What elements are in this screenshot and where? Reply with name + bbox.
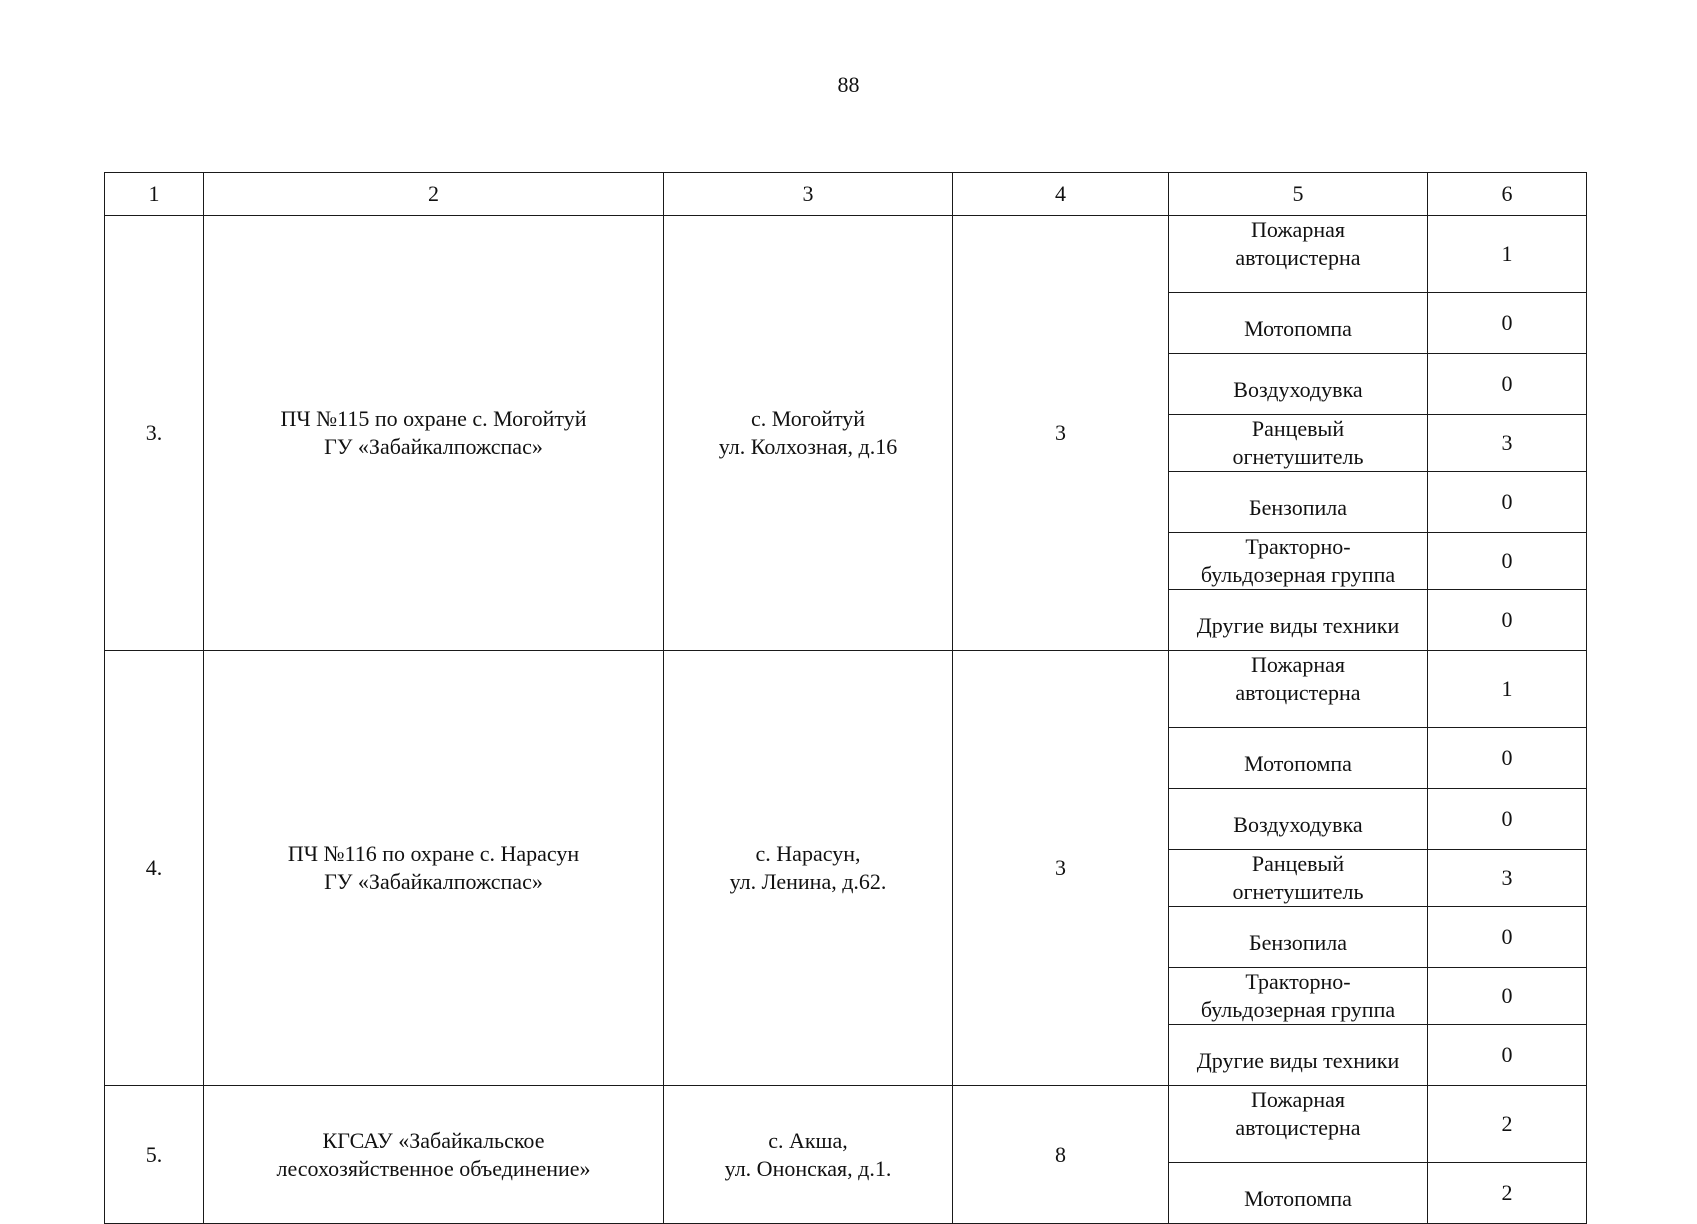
text-line: Ранцевый (1251, 851, 1345, 876)
equipment-quantity: 0 (1428, 907, 1587, 968)
equipment-table (104, 172, 1587, 1224)
table-row (105, 651, 1587, 728)
header-cell: 6 (1428, 173, 1587, 216)
equipment-name: Мотопомпа (1169, 728, 1428, 789)
equipment-name (1169, 968, 1428, 1025)
table-row (105, 1086, 1587, 1163)
equipment-name (1169, 1086, 1428, 1163)
equipment-quantity: 1 (1428, 651, 1587, 728)
equipment-name: Воздуходувка (1169, 354, 1428, 415)
text-line: ул. Ононская, д.1. (724, 1155, 892, 1181)
equipment-name: Другие виды техники (1169, 1025, 1428, 1086)
row-number: 3. (105, 216, 204, 651)
equipment-quantity: 0 (1428, 533, 1587, 590)
equipment-name: Мотопомпа (1169, 1163, 1428, 1224)
equipment-name: Бензопила (1169, 472, 1428, 533)
row-number: 5. (105, 1086, 204, 1224)
equipment-quantity: 0 (1428, 1025, 1587, 1086)
equipment-name: Другие виды техники (1169, 590, 1428, 651)
header-cell: 3 (664, 173, 953, 216)
staff-count: 3 (953, 216, 1169, 651)
staff-count: 3 (953, 651, 1169, 1086)
header-row (105, 173, 1587, 216)
equipment-name (1169, 651, 1428, 728)
text-line: Пожарная (1251, 652, 1345, 677)
text-line: огнетушитель (1232, 444, 1364, 469)
text-line: автоцистерна (1235, 1115, 1361, 1140)
text-line: с. Акша, (768, 1127, 848, 1153)
staff-count: 8 (953, 1086, 1169, 1224)
equipment-quantity: 0 (1428, 968, 1587, 1025)
equipment-quantity: 2 (1428, 1086, 1587, 1163)
equipment-name (1169, 850, 1428, 907)
text-line: бульдозерная группа (1200, 997, 1396, 1022)
header-cell: 2 (204, 173, 664, 216)
text-line: Тракторно- (1245, 969, 1351, 994)
equipment-name (1169, 533, 1428, 590)
text-line: ул. Колхозная, д.16 (718, 434, 898, 459)
header-cell: 4 (953, 173, 1169, 216)
header-cell: 1 (105, 173, 204, 216)
address (664, 1086, 953, 1224)
equipment-quantity: 0 (1428, 728, 1587, 789)
text-line: ПЧ №116 по охране с. Нарасун (287, 841, 580, 866)
equipment-name: Воздуходувка (1169, 789, 1428, 850)
text-line: Пожарная (1251, 1087, 1345, 1112)
text-line: бульдозерная группа (1200, 562, 1396, 587)
text-line: Пожарная (1251, 217, 1345, 242)
text-line: Ранцевый (1251, 416, 1345, 441)
text-line: Тракторно- (1245, 534, 1351, 559)
address (664, 216, 953, 651)
equipment-name: Мотопомпа (1169, 293, 1428, 354)
header-cell: 5 (1169, 173, 1428, 216)
equipment-quantity: 0 (1428, 472, 1587, 533)
address (664, 651, 953, 1086)
table-row (105, 216, 1587, 293)
equipment-quantity: 0 (1428, 590, 1587, 651)
equipment-quantity: 2 (1428, 1163, 1587, 1224)
text-line: ПЧ №115 по охране с. Могойтуй (280, 406, 587, 431)
equipment-quantity: 0 (1428, 354, 1587, 415)
row-number: 4. (105, 651, 204, 1086)
text-line: автоцистерна (1235, 680, 1361, 705)
text-line: огнетушитель (1232, 879, 1364, 904)
equipment-quantity: 0 (1428, 789, 1587, 850)
equipment-quantity: 3 (1428, 850, 1587, 907)
page-number: 88 (837, 72, 860, 97)
equipment-quantity: 0 (1428, 293, 1587, 354)
text-line: с. Могойтуй (750, 406, 866, 431)
organization-name (204, 216, 664, 651)
text-line: с. Нарасун, (755, 841, 861, 866)
text-line: автоцистерна (1235, 245, 1361, 270)
equipment-name (1169, 216, 1428, 293)
equipment-name (1169, 415, 1428, 472)
equipment-name: Бензопила (1169, 907, 1428, 968)
organization-name (204, 651, 664, 1086)
text-line: ГУ «Забайкалпожспас» (324, 434, 543, 459)
text-line: ул. Ленина, д.62. (729, 869, 887, 894)
equipment-quantity: 3 (1428, 415, 1587, 472)
text-line: КГСАУ «Забайкальское (322, 1127, 545, 1153)
text-line: лесохозяйственное объединение» (276, 1155, 591, 1181)
text-line: ГУ «Забайкалпожспас» (324, 869, 543, 894)
equipment-quantity: 1 (1428, 216, 1587, 293)
organization-name (204, 1086, 664, 1224)
